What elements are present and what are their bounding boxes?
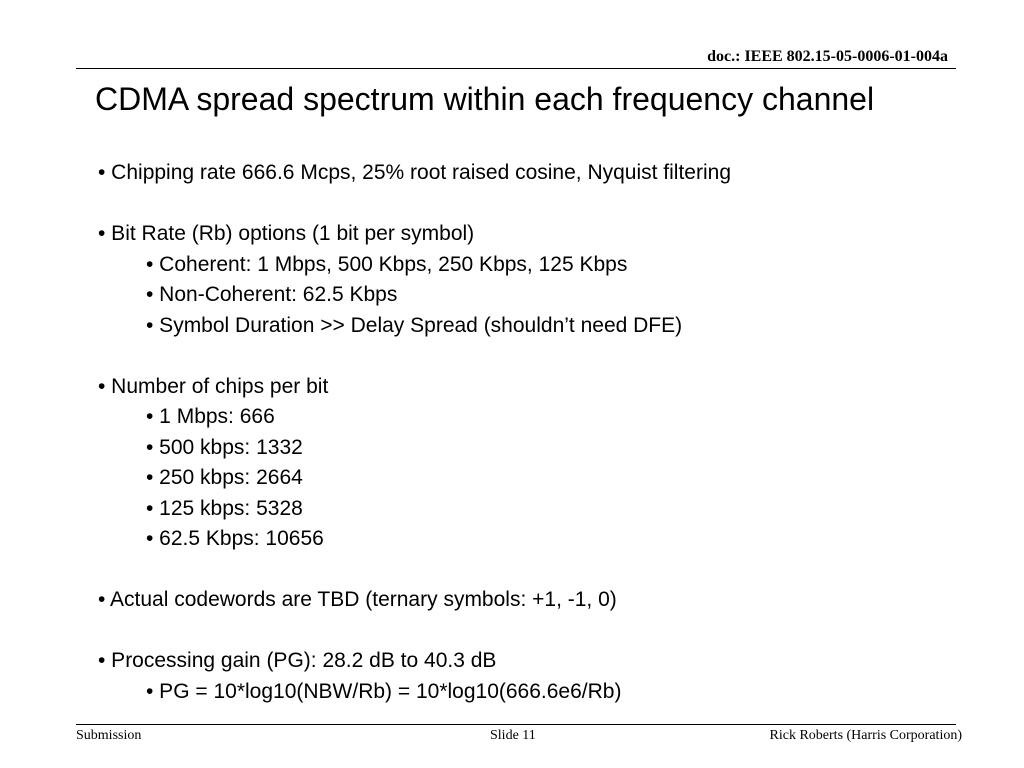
bullet-line: • Chipping rate 666.6 Mcps, 25% root raised cosine, Nyquist filtering xyxy=(98,161,732,184)
footer-submission: Submission xyxy=(76,728,142,743)
sub-bullet-line: • PG = 10*log10(NBW/Rb) = 10*log10(666.6e6/Rb) xyxy=(146,679,622,703)
header-divider xyxy=(76,68,956,69)
bullet-line: • Actual codewords are TBD (ternary symbols: +1, -1, 0) xyxy=(98,588,617,611)
blank-line xyxy=(98,341,731,372)
sub-bullet-line: • 62.5 Kbps: 10656 xyxy=(146,527,324,550)
sub-bullet-line: • Coherent: 1 Mbps, 500 Kbps, 250 Kbps, 125 Kbps xyxy=(146,252,628,276)
bullet-line: • Number of chips per bit xyxy=(98,374,329,398)
blank-line xyxy=(98,189,731,220)
footer-author: Rick Roberts (Harris Corporation) xyxy=(769,728,962,743)
footer-slide-number: Slide 11 xyxy=(490,728,536,743)
sub-bullet-line: • 500 kbps: 1332 xyxy=(146,435,303,459)
blank-line xyxy=(98,555,731,586)
sub-bullet-line: • Non-Coherent: 62.5 Kbps xyxy=(146,283,398,306)
slide-header-doc-id: doc.: IEEE 802.15-05-0006-01-004a xyxy=(707,48,948,65)
bullet-line: • Bit Rate (Rb) options (1 bit per symbol) xyxy=(98,222,475,245)
sub-bullet-line: • Symbol Duration >> Delay Spread (shouldn’t need DFE) xyxy=(146,313,683,337)
slide-body xyxy=(98,158,731,707)
sub-bullet-line: • 250 kbps: 2664 xyxy=(146,466,303,489)
sub-bullet-line: • 125 kbps: 5328 xyxy=(146,496,303,520)
slide-title: CDMA spread spectrum within each frequency channel xyxy=(95,81,875,117)
bullet-line: • Processing gain (PG): 28.2 dB to 40.3 dB xyxy=(98,649,497,672)
blank-line xyxy=(98,616,731,647)
footer-divider xyxy=(76,724,956,725)
sub-bullet-line: • 1 Mbps: 666 xyxy=(146,405,275,428)
